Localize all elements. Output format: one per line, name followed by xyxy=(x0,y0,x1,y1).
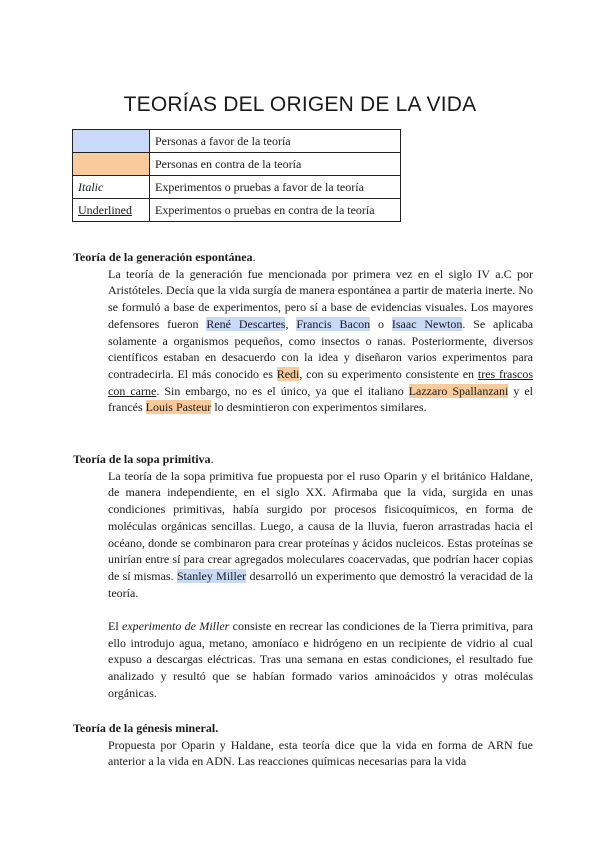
contra-swatch xyxy=(73,153,150,176)
legend-desc: Personas a favor de la teoría xyxy=(150,130,401,153)
section-paragraph: El experimento de Miller consiste en recrear las condiciones de la Tierra primitiva, para ello introdujo agua, metano, amoníaco e hidrógeno en un recipiente de vidrio al cual expuso a descargas eléctricas. Tras una semana en estas condiciones, el resultado fue analizado y resultó que se habían formado varios aminoácidos y otras moléculas orgánicas. xyxy=(108,619,533,700)
legend-desc: Experimentos o pruebas a favor de la teoría xyxy=(150,176,401,199)
section-generacion-espontanea xyxy=(73,249,533,416)
legend-key-italic: Italic xyxy=(73,176,150,199)
favor-person: Francis Bacon xyxy=(296,316,371,331)
section-title: Teoría de la generación espontánea. xyxy=(73,250,256,264)
section-genesis-mineral xyxy=(73,720,533,770)
section-paragraph: La teoría de la sopa primitiva fue propuesta por el ruso Oparin y el británico Haldane, de manera independiente, en el siglo XX. Afirmaba que la vida, surgida en unas condiciones primitivas, había surgido por procesos fisicoquímicos, en forma de moléculas orgánicas sencillas. Luego, a causa de la lluvia, fueron arrastradas hacia el océano, donde se combinaron para crear proteínas y ácidos nucleicos. Estas proteínas se unirían entre sí para crear agregados moleculares coacervadas, que podrían hacer copias de sí mismas. Stanley Miller desarrolló un experimento que demostró la veracidad de la teoría. xyxy=(108,468,533,600)
section-sopa-primitiva xyxy=(73,451,533,702)
legend-row-italic xyxy=(73,176,401,199)
legend-desc: Personas en contra de la teoría xyxy=(150,153,401,176)
section-paragraph: Propuesta por Oparin y Haldane, esta teoría dice que la vida en forma de ARN fue anterior a la vida en ADN. Las reacciones químicas necesarias para la vida xyxy=(108,737,533,769)
contra-person: Redi xyxy=(276,366,300,381)
legend-row-favor xyxy=(73,130,401,153)
legend-desc: Experimentos o pruebas en contra de la teoría xyxy=(150,199,401,222)
legend-key-underlined: Underlined xyxy=(73,199,150,222)
favor-experiment: experimento de Miller xyxy=(122,619,230,634)
section-title: Teoría de la sopa primitiva. xyxy=(73,452,214,466)
legend-table xyxy=(72,129,401,222)
legend-row-contra xyxy=(73,153,401,176)
contra-person: Louis Pasteur xyxy=(145,400,212,415)
section-paragraph: La teoría de la generación fue mencionada por primera vez en el siglo IV a.C por Aristóteles. Decía que la vida surgía de manera espontánea a partir de materia inerte. No se formuló a base de experimentos, pero sí a base de evidencias visuales. Los mayores defensores fueron René Descartes, Francis Bacon o Isaac Newton. Se aplicaba solamente a organismos pequeños, como insectos o ranas. Posteriormente, diversos científicos estaban en desacuerdo con la idea y diseñaron varios experimentos para contradecirla. El más conocido es Redi, con su experimento consistente en tres frascos con carne. Sin embargo, no es el único, ya que el italiano Lazzaro Spallanzani y el francés Louis Pasteur lo desmintieron con experimentos similares. xyxy=(108,266,534,415)
legend-row-underlined xyxy=(73,199,401,222)
favor-swatch xyxy=(73,130,150,153)
favor-person: Stanley Miller xyxy=(176,568,247,583)
favor-person: René Descartes xyxy=(206,316,286,331)
favor-person: Isaac Newton xyxy=(391,316,463,331)
contra-person: Lazzaro Spallanzani xyxy=(408,383,509,398)
contra-experiment: tres frascos con carne xyxy=(108,366,534,398)
page-title: TEORÍAS DEL ORIGEN DE LA VIDA xyxy=(123,93,477,116)
section-title: Teoría de la génesis mineral. xyxy=(73,721,219,735)
